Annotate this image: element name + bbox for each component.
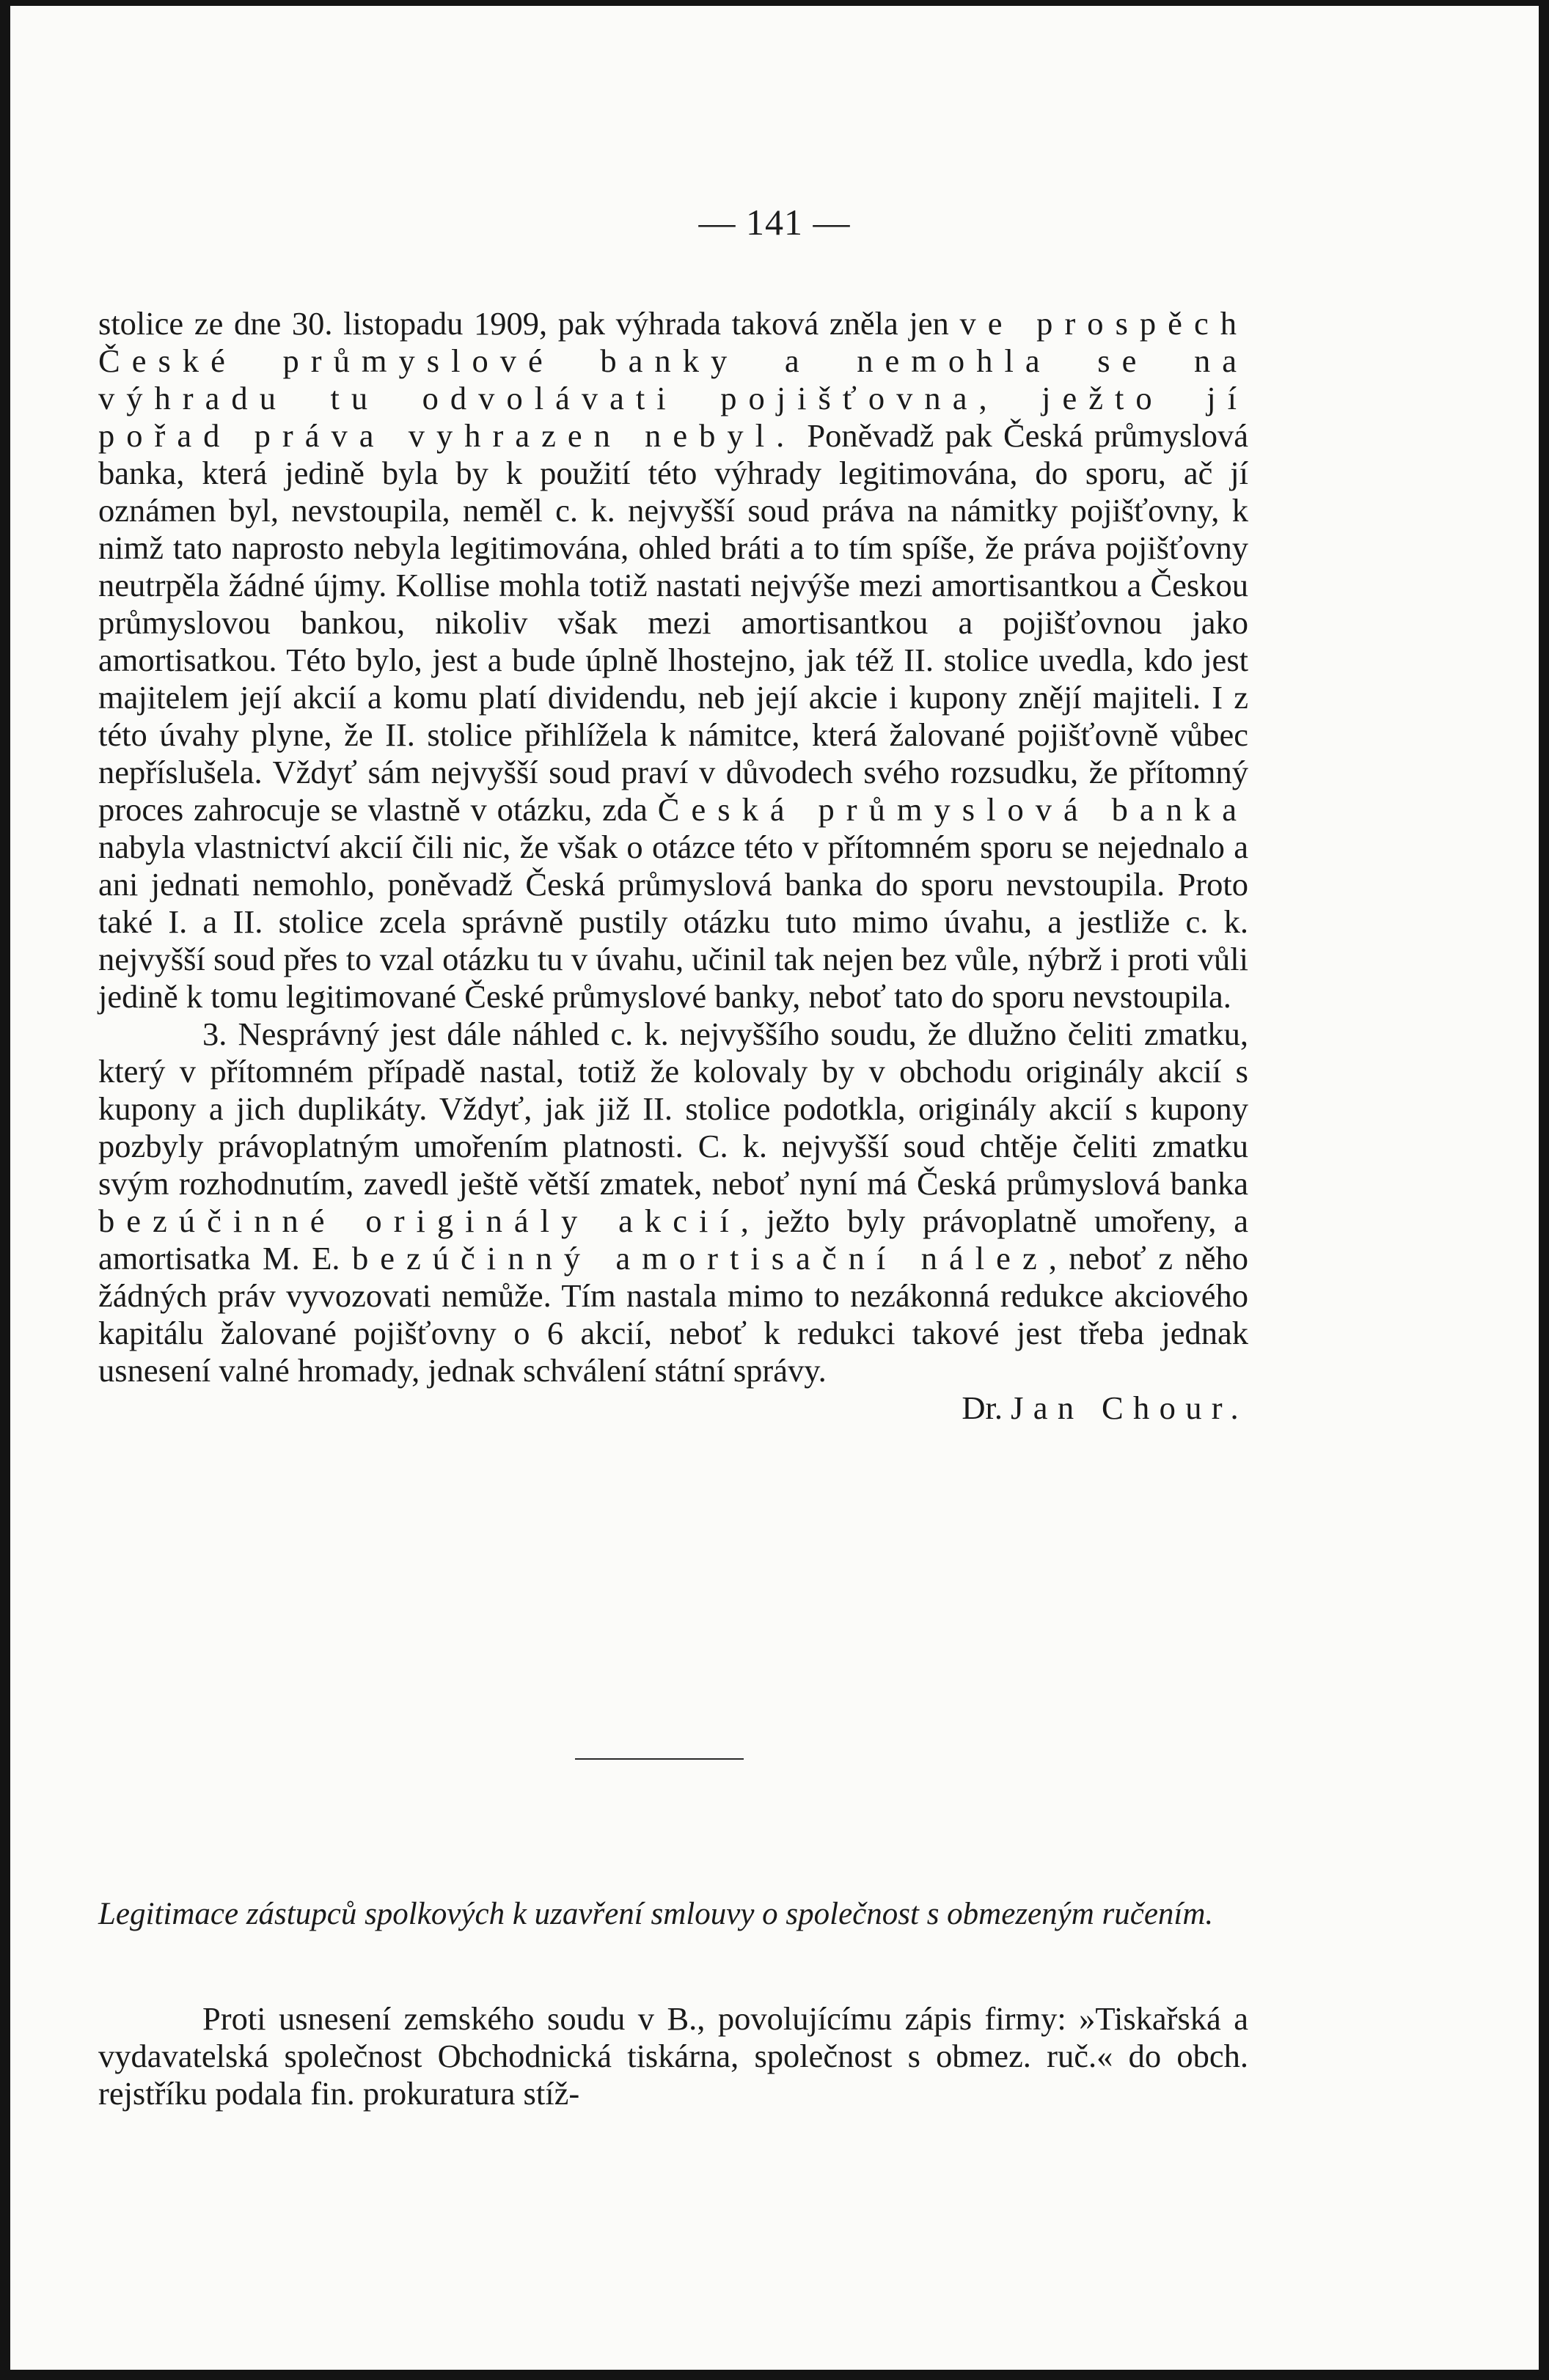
paragraph-2-spaced-text-2: bezúčinný amortisační nález [351,1240,1049,1277]
paragraph-1-spaced-text-1: ve prospěch České průmyslové banky a nemohla se na výhradu tu odvolávati pojišťovna, ježto jí pořad práva vyhrazen nebyl. [98,305,1248,454]
section-divider [575,1758,744,1760]
paragraph-3: Proti usnesení zemského soudu v B., povolujícímu zápis firmy: »Tiskařská a vydavatelská společnost Obchodnická tiskárna, společnost s obmez. ruč.« do obch. rejstříku podala fin. prokuratura stíž- [98,2000,1248,2112]
paragraph-2 [98,1015,1248,1389]
paragraph-1-part-1: stolice ze dne 30. listopadu 1909, pak výhrada taková zněla jen [98,305,960,342]
paragraph-2-spaced-text-1: bezúčinné originály akcií [98,1202,741,1239]
paragraph-1-spaced-text-2: Česká průmyslová banka [657,791,1249,828]
section-text [98,2000,1248,2112]
paragraph-1 [98,305,1248,1015]
paragraph-1-part-5: nabyla vlastnictví akcií čili nic, že však o otázce této v přítomném sporu se nejednalo a ani jednati nemohlo, poněvadž Česká průmyslová banka do sporu nevstoupila. Proto také I. a II. stolice zcela správně pustily otázku tuto mimo úvahu, a jestliže c. k. nejvyšší soud přes to vzal otázku tu v úvahu, učinil tak nejen bez vůle, nýbrž i proti vůli jedině k tomu legitimované České průmyslové banky, neboť tato do sporu nevstoupila. [98,829,1248,1015]
page-number: — 141 — [698,202,851,243]
paragraph-2-part-1: 3. Nesprávný jest dále náhled c. k. nejvyššího soudu, že dlužno čeliti zmatku, který v přítomném případě nastal, totiž že kolovaly by v obchodu originály akcií s kupony a jich duplikáty. Vždyť, jak již II. stolice podotkla, originály akcií s kupony pozbyly právoplatným umořením platnosti. C. k. nejvyšší soud chtěje čeliti zmatku svým rozhodnutím, zavedl ještě větší zmatek, neboť nyní má Česká průmyslová banka [98,1015,1248,1202]
paragraph-2-part-5: , neboť z něho žádných práv vyvozovati nemůže. Tím nastala mimo to nezákonná redukce akciového kapitálu žalované pojišťovny o 6 akcií, neboť k redukci takové jest třeba jednak usnesení valné hromady, jednak schválení státní správy. [98,1240,1248,1389]
signature [98,1389,1248,1427]
signature-name: Jan Chour. [1011,1389,1248,1426]
main-text [98,305,1248,1427]
section-heading: Legitimace zástupců spolkových k uzavření smlouvy o společnost s obmezeným ručením. [98,1897,1214,1931]
document-page [10,6,1539,2370]
signature-prefix: Dr. [962,1389,1011,1426]
paragraph-1-part-3: Poněvadž pak Česká průmyslová banka, která jedině byla by k použití této výhrady legitimována, do sporu, ač jí oznámen byl, nevstoupila, neměl c. k. nejvyšší soud práva na námitky pojišťovny, k nimž tato naprosto nebyla legitimována, ohled bráti a to tím spíše, že práva pojišťovny neutrpěla žádné újmy. Kollise mohla totiž nastati nejvýše mezi amortisantkou a Českou průmyslovou bankou, nikoliv však mezi amortisantkou a pojišťovnou jako amortisatkou. Této bylo, jest a bude úplně lhostejno, jak též II. stolice uvedla, kdo jest majitelem její akcií a komu platí dividendu, neb její akcie i kupony znějí majiteli. I z této úvahy plyne, že II. stolice přihlížela k námitce, která žalované pojišťovně vůbec nepříslušela. Vždyť sám nejvyšší soud praví v důvodech svého rozsudku, že přítomný proces zahrocuje se vlastně v otázku, zda [98,417,1248,828]
paragraph-2-part-3: , ježto byly právoplatně umořeny, a amortisatka M. E. [98,1202,1249,1277]
